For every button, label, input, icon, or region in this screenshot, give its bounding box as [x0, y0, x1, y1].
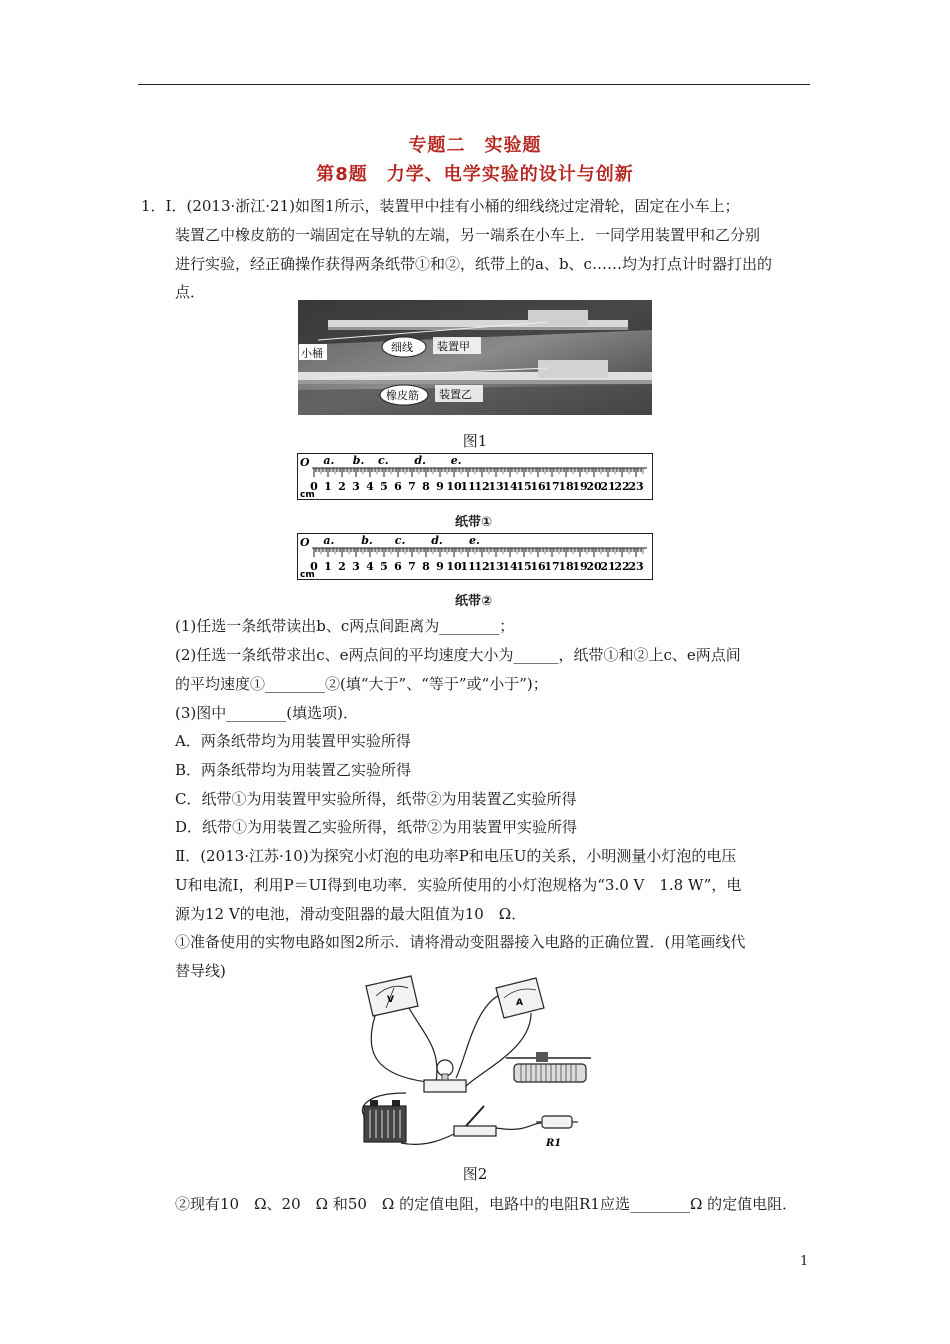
sub-question-1: (1)任选一条纸带读出b、c两点间距离为________；: [175, 617, 515, 635]
ruler-number: 13: [488, 560, 504, 573]
tape1-caption: 纸带①: [455, 515, 493, 530]
ruler-number: 3: [352, 560, 360, 573]
ruler-number: 6: [394, 480, 402, 493]
sub-question-3: (3)图中________(填选项)．: [175, 704, 358, 722]
tape-point-label: a.: [323, 454, 335, 467]
tape-point-label: c.: [378, 454, 389, 467]
tape2-caption: 纸带②: [455, 594, 493, 609]
apparatus-photo: [298, 300, 652, 415]
sub-question-2b: 的平均速度①________②(填“大于”、“等于”或“小于”)；: [175, 675, 548, 693]
ruler-number: 15: [516, 560, 532, 573]
tape-2-ruler: [297, 533, 653, 580]
voltmeter-label: V: [387, 995, 394, 1005]
step1-line: ①准备使用的实物电路如图2所示．请将滑动变阻器接入电路的正确位置．(用笔画线代: [175, 933, 746, 951]
option-b: B．两条纸带均为用装置乙实验所得: [175, 761, 412, 779]
tape-1-ruler: [297, 453, 653, 500]
option-c: C．纸带①为用装置甲实验所得，纸带②为用装置乙实验所得: [175, 790, 577, 808]
ruler-number: 11: [460, 560, 476, 573]
ruler-number: 1: [324, 480, 332, 493]
figure2-caption: 图2: [462, 1165, 488, 1183]
label-device-b: 装置乙: [439, 388, 472, 401]
tape1-origin: O: [300, 456, 310, 469]
header-rule: [138, 84, 810, 85]
page-subtitle: 第8题 力学、电学实验的设计与创新: [316, 164, 634, 185]
tape2-unit: cm: [300, 570, 315, 580]
ruler-number: 21: [600, 480, 616, 493]
figure1-caption: 图1: [462, 432, 488, 450]
sub-question-2a: (2)任选一条纸带求出c、e两点间的平均速度大小为______，纸带①和②上c、e两点间: [175, 646, 741, 664]
ruler-number: 9: [436, 560, 444, 573]
tape-point-label: b.: [361, 534, 373, 547]
tape-point-label: c.: [394, 534, 406, 547]
ruler-number: 4: [366, 560, 374, 573]
ruler-number: 21: [600, 560, 616, 573]
tape-point-label: d.: [431, 534, 443, 547]
ruler-number: 22: [614, 480, 630, 493]
ruler-number: 0: [310, 480, 318, 493]
ammeter: [496, 978, 544, 1018]
ruler-number: 13: [488, 480, 504, 493]
switch: [454, 1106, 496, 1136]
ruler-number: 4: [366, 480, 374, 493]
ruler-number: 1: [324, 560, 332, 573]
page-number: 1: [800, 1254, 809, 1269]
option-a: A．两条纸带均为用装置甲实验所得: [175, 732, 411, 750]
ruler-number: 11: [460, 480, 476, 493]
tape-point-label: a.: [323, 534, 335, 547]
ruler-number: 2: [338, 480, 346, 493]
ruler-number: 16: [530, 560, 546, 573]
ruler-number: 19: [572, 480, 588, 493]
ruler-number: 7: [408, 560, 416, 573]
ruler-number: 8: [422, 560, 430, 573]
part2-line: U和电流I，利用P＝UI得到电功率．实验所使用的小灯泡规格为“3.0 V 1.8 W”，电: [175, 876, 742, 894]
tape-point-label: e.: [469, 534, 480, 547]
tape-point-label: d.: [414, 454, 426, 467]
tape-point-label: e.: [450, 454, 462, 467]
ruler-number: 18: [558, 560, 574, 573]
option-d: D．纸带①为用装置乙实验所得，纸带②为用装置甲实验所得: [175, 818, 578, 836]
ruler-number: 22: [614, 560, 630, 573]
ruler-number: 5: [380, 560, 388, 573]
ruler-number: 23: [628, 560, 644, 573]
resistor-r1: [536, 1116, 578, 1149]
ruler-number: 14: [502, 480, 518, 493]
ruler-number: 2: [338, 560, 346, 573]
step1-line: 替导线): [175, 962, 226, 980]
resistor-label: R1: [546, 1138, 562, 1149]
ruler-number: 7: [408, 480, 416, 493]
label-bucket: 小桶: [301, 347, 323, 360]
ruler-number: 14: [502, 560, 518, 573]
label-string: 细线: [391, 341, 413, 354]
ammeter-label: A: [516, 998, 523, 1008]
tape-point-label: b.: [352, 454, 365, 467]
ruler-number: 0: [310, 560, 318, 573]
ruler-number: 9: [436, 480, 444, 493]
ruler-number: 15: [516, 480, 532, 493]
ruler-number: 19: [572, 560, 588, 573]
ruler-number: 17: [544, 480, 560, 493]
ruler-number: 17: [544, 560, 560, 573]
part2-line: Ⅱ．(2013·江苏·10)为探究小灯泡的电功率P和电压U的关系，小明测量小灯泡的电压: [175, 847, 737, 865]
tape2-origin: O: [300, 536, 310, 549]
label-device-a: 装置甲: [437, 340, 470, 353]
light-bulb: [424, 1060, 466, 1092]
ruler-number: 3: [352, 480, 360, 493]
ruler-number: 10: [446, 480, 462, 493]
intro-line: 点．: [175, 283, 206, 301]
page-title: 专题二 实验题: [408, 135, 542, 156]
ruler-number: 6: [394, 560, 402, 573]
ruler-number: 18: [558, 480, 574, 493]
intro-line: 1．Ⅰ．(2013·浙江·21)如图1所示，装置甲中挂有小桶的细线绕过定滑轮，固定在小车上；: [141, 197, 740, 215]
ruler-number: 12: [474, 480, 490, 493]
intro-line: 进行实验，经正确操作获得两条纸带①和②，纸带上的a、b、c……均为打点计时器打出的: [175, 255, 772, 273]
ruler-number: 12: [474, 560, 490, 573]
ruler-number: 23: [628, 480, 644, 493]
ruler-number: 20: [586, 560, 602, 573]
ruler-number: 10: [446, 560, 462, 573]
intro-line: 装置乙中橡皮筋的一端固定在导轨的左端，另一端系在小车上．一同学用装置甲和乙分别: [175, 226, 761, 244]
step2-line: ②现有10 Ω、20 Ω 和50 Ω 的定值电阻，电路中的电阻R1应选________Ω 的定值电阻．: [175, 1195, 798, 1213]
tape1-unit: cm: [300, 490, 315, 500]
ruler-number: 20: [586, 480, 602, 493]
circuit-diagram: [356, 968, 616, 1153]
rheostat: [506, 1052, 591, 1082]
ruler-number: 8: [422, 480, 430, 493]
ruler-number: 16: [530, 480, 546, 493]
label-rubber: 橡皮筋: [386, 389, 419, 402]
battery: [364, 1100, 406, 1142]
part2-line: 源为12 V的电池，滑动变阻器的最大阻值为10 Ω．: [175, 905, 527, 923]
ruler-number: 5: [380, 480, 388, 493]
